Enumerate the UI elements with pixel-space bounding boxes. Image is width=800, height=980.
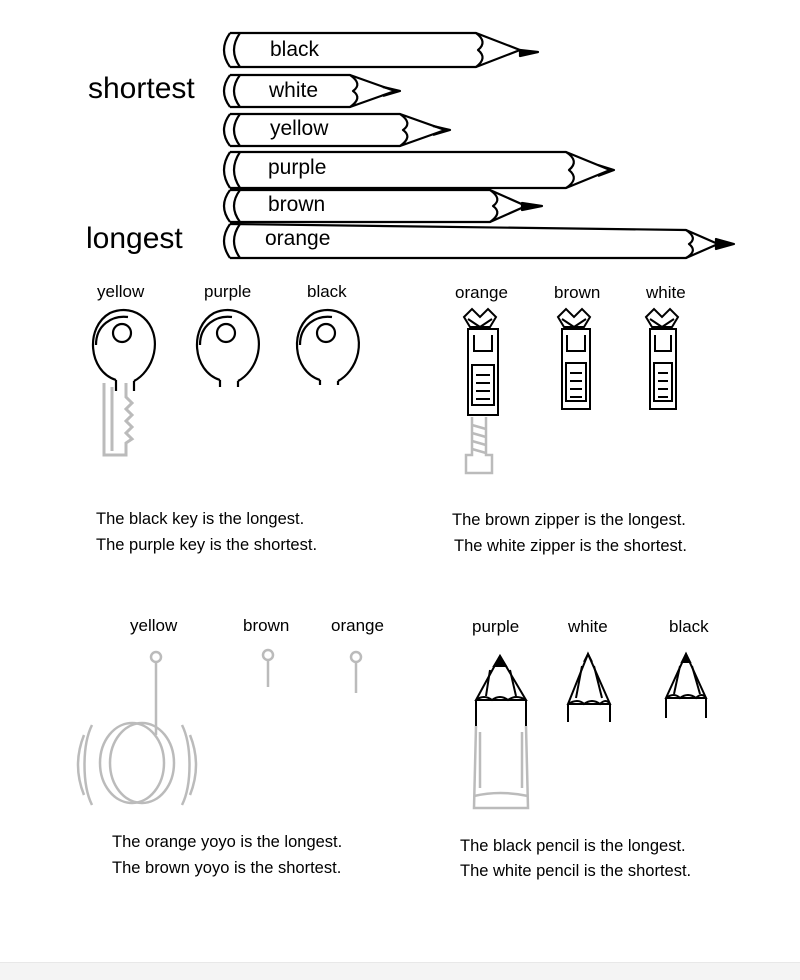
pencil-label-black: black [270, 38, 320, 61]
pencil-tip-label-black: black [669, 617, 709, 636]
yoyos-sentence-2: The brown yoyo is the shortest. [112, 859, 342, 877]
key-black [297, 310, 359, 385]
zippers-sentence-1: The brown zipper is the longest. [452, 511, 686, 529]
zipper-brown [558, 309, 590, 409]
yoyo-brown [263, 650, 273, 687]
pencil-tips-sentence-1: The black pencil is the longest. [460, 837, 686, 855]
pencil-tip-purple [474, 656, 528, 808]
pencil-tip-white [568, 654, 610, 722]
pencil-label-white: white [269, 79, 319, 102]
keys-sentence-1: The black key is the longest. [96, 510, 305, 528]
zipper-label-orange: orange [455, 283, 508, 302]
key-label-yellow: yellow [97, 282, 145, 301]
zippers-drawing [450, 305, 700, 480]
pencil-tips-sentence-2: The white pencil is the shortest. [460, 862, 692, 880]
pencil-label-purple: purple [268, 156, 327, 179]
key-purple [197, 310, 259, 387]
zippers-sentence-2: The white zipper is the shortest. [454, 537, 687, 555]
yoyos-drawing [70, 645, 390, 820]
key-label-black: black [307, 282, 347, 301]
yoyo-yellow [78, 652, 196, 805]
pencil-label-brown: brown [268, 193, 326, 216]
pencil-tips-drawing [460, 648, 730, 823]
key-label-purple: purple [204, 282, 252, 301]
pencil-tip-label-white: white [568, 617, 608, 636]
yoyos-sentence-1: The orange yoyo is the longest. [112, 833, 343, 851]
zipper-label-white: white [646, 283, 686, 302]
zipper-white [646, 309, 678, 409]
pencil-label-yellow: yellow [270, 117, 329, 140]
longest-label: longest [86, 222, 183, 255]
pencil-tip-label-purple: purple [472, 617, 520, 636]
pencil-yellow [224, 114, 450, 146]
keys-sentence-2: The purple key is the shortest. [96, 536, 318, 554]
key-yellow [93, 310, 155, 455]
pencil-tip-black [666, 654, 706, 718]
zipper-label-brown: brown [554, 283, 601, 302]
page-bottom-edge [0, 962, 800, 980]
keys-drawing [80, 305, 380, 465]
zipper-orange [464, 309, 498, 473]
pencil-label-orange: orange [265, 227, 331, 250]
yoyo-label-brown: brown [243, 616, 290, 635]
shortest-label: shortest [88, 72, 195, 105]
yoyo-label-yellow: yellow [130, 616, 178, 635]
yoyo-label-orange: orange [331, 616, 384, 635]
yoyo-orange [351, 652, 361, 693]
